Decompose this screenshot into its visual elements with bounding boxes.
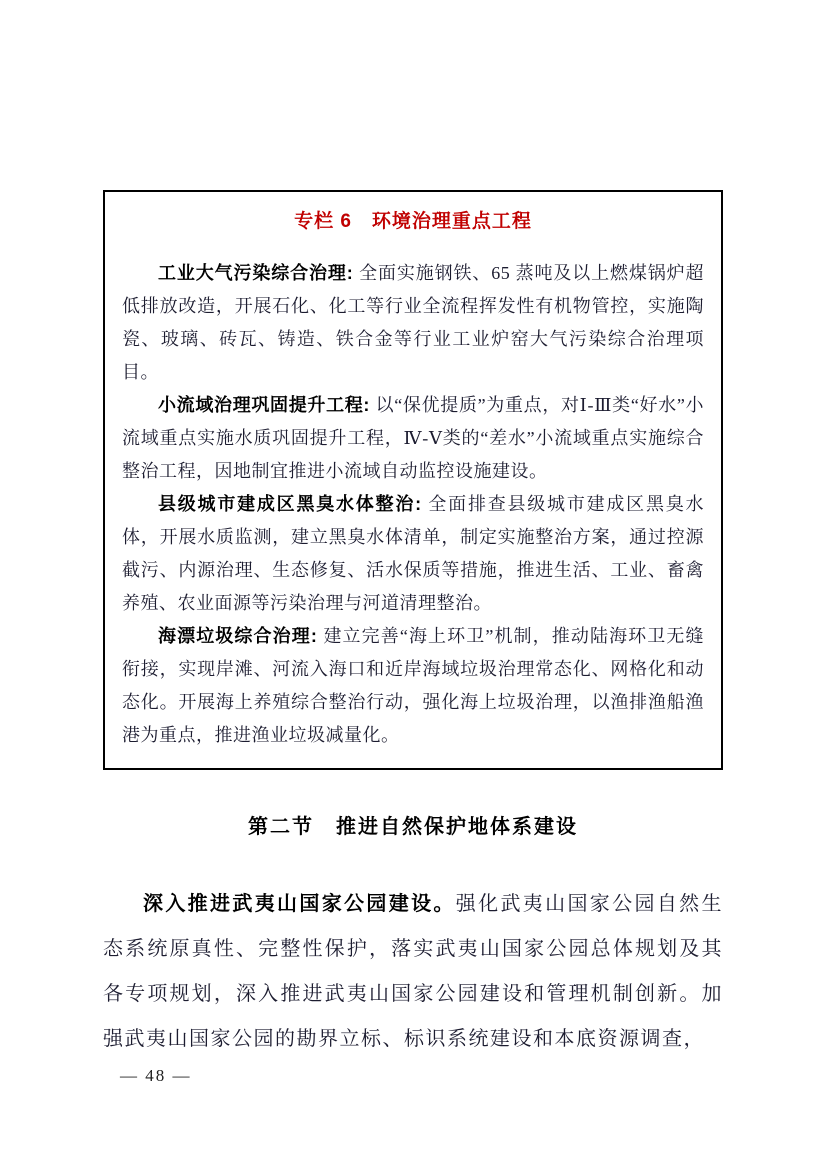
- box-paragraph: [122, 620, 704, 752]
- paragraph-lead: 深入推进武夷山国家公园建设。: [143, 893, 456, 915]
- section-heading: 第二节 推进自然保护地体系建设: [248, 816, 578, 838]
- paragraph-text: 全面排查县级城市建成区黑臭水体，开展水质监测，建立黑臭水体清单，制定实施整治方案，通过控源截污、内源治理、生态修复、活水保质等措施，推进生活、工业、畜禽养殖、农业面源等污染治理与河道清理整治。: [122, 494, 705, 613]
- box-paragraph: [122, 257, 704, 389]
- page-number: — 48 —: [120, 1066, 192, 1085]
- paragraph-text: 全面实施钢铁、65 蒸吨及以上燃煤锅炉超低排放改造，开展石化、化工等行业全流程挥发性有机物管控，实施陶瓷、玻璃、砖瓦、铸造、铁合金等行业工业炉窑大气污染综合治理项目。: [122, 263, 704, 382]
- paragraph-lead: 小流域治理巩固提升工程:: [158, 395, 376, 415]
- body-paragraph: [103, 882, 723, 1062]
- paragraph-lead: 海漂垃圾综合治理:: [158, 626, 324, 646]
- box-paragraph: [122, 488, 704, 620]
- paragraph-lead: 县级城市建成区黑臭水体整治:: [158, 494, 429, 514]
- paragraph-lead: 工业大气污染综合治理:: [158, 263, 360, 283]
- paragraph-text: 建立完善“海上环卫”机制，推动陆海环卫无缝衔接，实现岸滩、河流入海口和近岸海域垃圾治理常态化、网格化和动态化。开展海上养殖综合整治行动，强化海上垃圾治理，以渔排渔船渔港为重点，推进渔业垃圾减量化。: [122, 626, 704, 745]
- box-paragraph: [122, 389, 704, 488]
- column-box: [103, 190, 723, 770]
- column-box-title: 专栏 6 环境治理重点工程: [294, 211, 532, 232]
- paragraph-text: 以“保优提质”为重点，对Ⅰ-Ⅲ类“好水”小流域重点实施水质巩固提升工程，Ⅳ-Ⅴ类的“差水”小流域重点实施综合整治工程，因地制宜推进小流域自动监控设施建设。: [122, 395, 704, 481]
- paragraph-text: 强化武夷山国家公园自然生态系统原真性、完整性保护，落实武夷山国家公园总体规划及其各专项规划，深入推进武夷山国家公园建设和管理机制创新。加强武夷山国家公园的勘界立标、标识系统建设和本底资源调查，: [103, 893, 724, 1050]
